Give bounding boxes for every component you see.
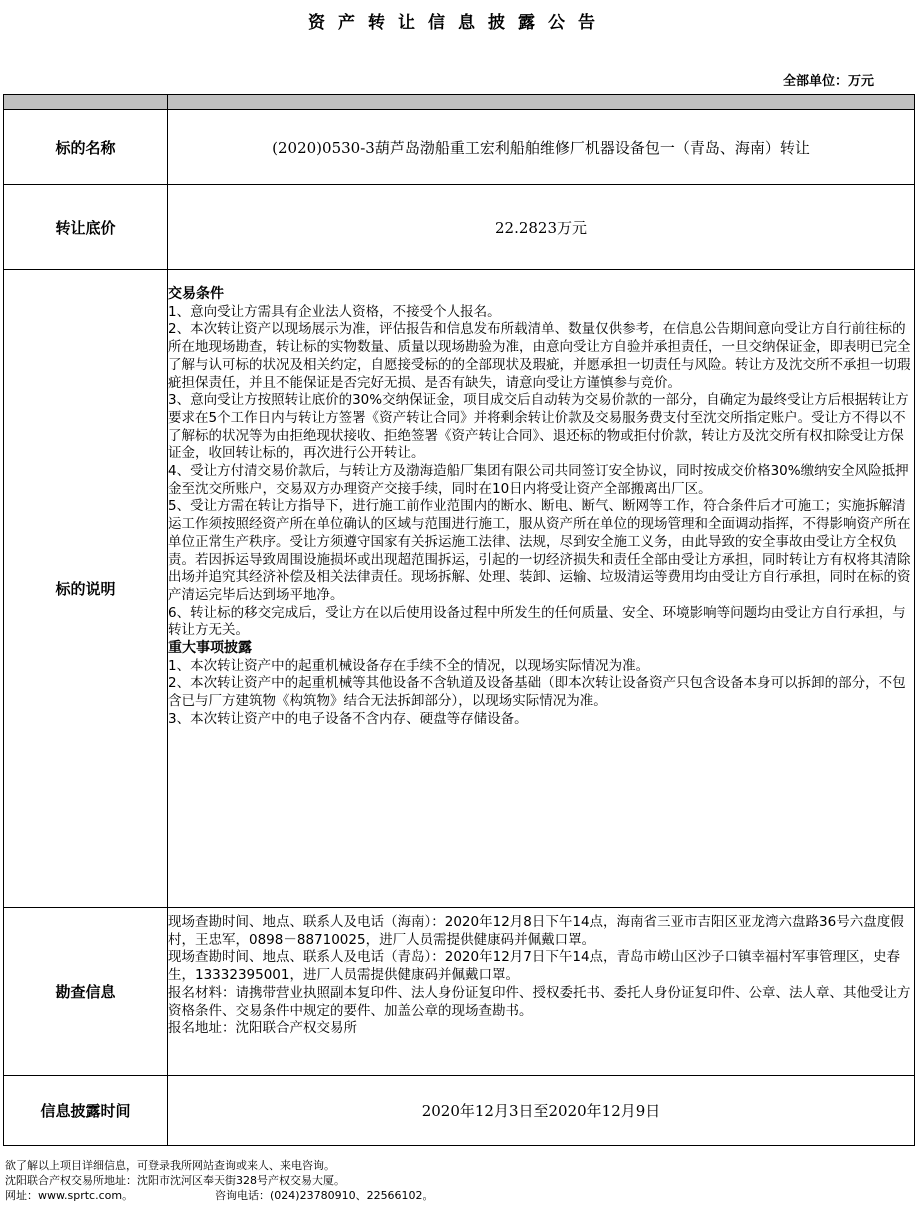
disclosure-table <box>3 94 915 1146</box>
major-item: 2、本次转让资产中的起重机械等其他设备不含轨道及设备基础（即本次转让设备资产只包含设备本身可以拆卸的部分，不包含已与厂方建筑物《构筑物》结合无法拆卸部分），以现场实际情况为准。 <box>168 675 906 710</box>
survey-content <box>168 908 915 1076</box>
header-cell-right <box>168 95 915 110</box>
table-header-row <box>4 95 915 110</box>
period-value: 2020年12月3日至2020年12月9日 <box>168 1076 915 1146</box>
major-item: 3、本次转让资产中的电子设备不含内存、硬盘等存储设备。 <box>168 710 528 727</box>
trade-heading: 交易条件 <box>168 286 224 302</box>
name-value: (2020)0530-3葫芦岛渤船重工宏利船舶维修厂机器设备包一（青岛、海南）转让 <box>168 110 915 185</box>
trade-item: 5、受让方需在转让方指导下，进行施工前作业范围内的断水、断电、断气、断网等工作，符合条件后才可施工；实施拆解清运工作须按照经资产所在单位确认的区域与范围进行施工，服从资产所在单位的现场管理和全面调动指挥，不得影响资产所在单位正常生产秩序。受让方须遵守国家有关拆运施工法律、法规，尽到安全施工义务，由此导致的安全事故由受让方全权负责。若因拆运导致周围设施损坏或出现超范围拆运，引起的一切经济损失和责任全部由受让方承担，同时转让方有权将其清除出场并追究其经济补偿及相关法律责任。现场拆解、处理、装卸、运输、垃圾清运等费用均由受让方自行承担，同时在标的资产清运完毕后达到场平地净。 <box>168 498 911 603</box>
header-cell-left <box>4 95 168 110</box>
survey-line: 报名材料：请携带营业执照副本复印件、法人身份证复印件、授权委托书、委托人身份证复印件、公章、法人章、其他受让方资格条件、交易条件中规定的要件、加盖公章的现场查勘书。 <box>168 984 911 1019</box>
survey-line: 现场查勘时间、地点、联系人及电话（青岛）：2020年12月7日下午14点，青岛市崂山区沙子口镇幸福村军事管理区，史春生，13332395001，进厂人员需提供健康码并佩戴口罩。 <box>168 949 901 984</box>
desc-content <box>168 270 915 908</box>
period-label: 信息披露时间 <box>4 1076 168 1146</box>
price-label: 转让底价 <box>4 185 168 270</box>
row-price <box>4 185 915 270</box>
trade-item: 2、本次转让资产以现场展示为准，评估报告和信息发布所载清单、数量仅供参考，在信息公告期间意向受让方自行前往标的所在地现场勘查，转让标的实物数量、质量以现场勘验为准，由意向受让方自验并承担责任，一旦交纳保证金，即表明已完全了解与认可标的状况及相关约定，自愿接受标的的全部现状及瑕疵，并愿承担一切责任与风险。转让方及沈交所不承担一切瑕疵担保责任，并且不能保证是否完好无损、是否有缺失，请意向受让方谨慎参与竞价。 <box>168 321 911 391</box>
trade-item: 6、转让标的移交完成后，受让方在以后使用设备过程中所发生的任何质量、安全、环境影响等问题均由受让方自行承担，与转让方无关。 <box>168 604 906 639</box>
row-period <box>4 1076 915 1146</box>
major-item: 1、本次转让资产中的起重机械设备存在手续不全的情况，以现场实际情况为准。 <box>168 657 650 674</box>
survey-line: 现场查勘时间、地点、联系人及电话（海南）：2020年12月8日下午14点，海南省三亚市吉阳区亚龙湾六盘路36号六盘度假村，王忠军，0898－88710025，进厂人员需提供健康码并佩戴口罩。 <box>168 914 904 948</box>
row-name <box>4 110 915 185</box>
trade-item: 3、意向受让方按照转让底价的30%交纳保证金，项目成交后自动转为交易价款的一部分，自确定为最终受让方后根据转让方要求在5个工作日内与转让方签署《资产转让合同》并将剩余转让价款及交易服务费支付至沈交所指定账户。受让方不得以不了解标的状况等为由拒绝现状接收、拒绝签署《资产转让合同》、退还标的物或拒付价款，转让方及沈交所有权扣除受让方保证金，收回转让标的，再次进行公开转让。 <box>168 392 909 462</box>
row-survey <box>4 908 915 1076</box>
major-heading: 重大事项披露 <box>168 640 252 657</box>
unit-note: 全部单位：万元 <box>782 74 874 89</box>
page-title: 资产转让信息披露公告 <box>308 13 608 33</box>
desc-label: 标的说明 <box>4 270 168 908</box>
trade-item: 4、受让方付清交易价款后，与转让方及渤海造船厂集团有限公司共同签订安全协议，同时按成交价格30%缴纳安全风险抵押金至沈交所账户，交易双方办理资产交接手续，同时在10日内将受让资产全部搬离出厂区。 <box>168 463 909 497</box>
footer-website: 网址：www.sprtc.com。 <box>5 1189 134 1202</box>
name-label: 标的名称 <box>4 110 168 185</box>
price-value: 22.2823万元 <box>168 185 915 270</box>
trade-item: 1、意向受让方需具有企业法人资格，不接受个人报名。 <box>168 303 501 320</box>
survey-label: 勘查信息 <box>4 908 168 1076</box>
footer <box>5 1158 434 1203</box>
footer-line-1: 欲了解以上项目详细信息，可登录我所网站查询或来人、来电咨询。 <box>5 1159 335 1172</box>
survey-line: 报名地址：沈阳联合产权交易所 <box>168 1020 357 1037</box>
footer-line-2: 沈阳联合产权交易所地址：沈阳市沈河区奉天街328号产权交易大厦。 <box>5 1174 345 1187</box>
row-desc <box>4 270 915 908</box>
footer-phone: 咨询电话：(024)23780910、22566102。 <box>215 1189 434 1202</box>
footer-line-3 <box>5 1188 434 1203</box>
